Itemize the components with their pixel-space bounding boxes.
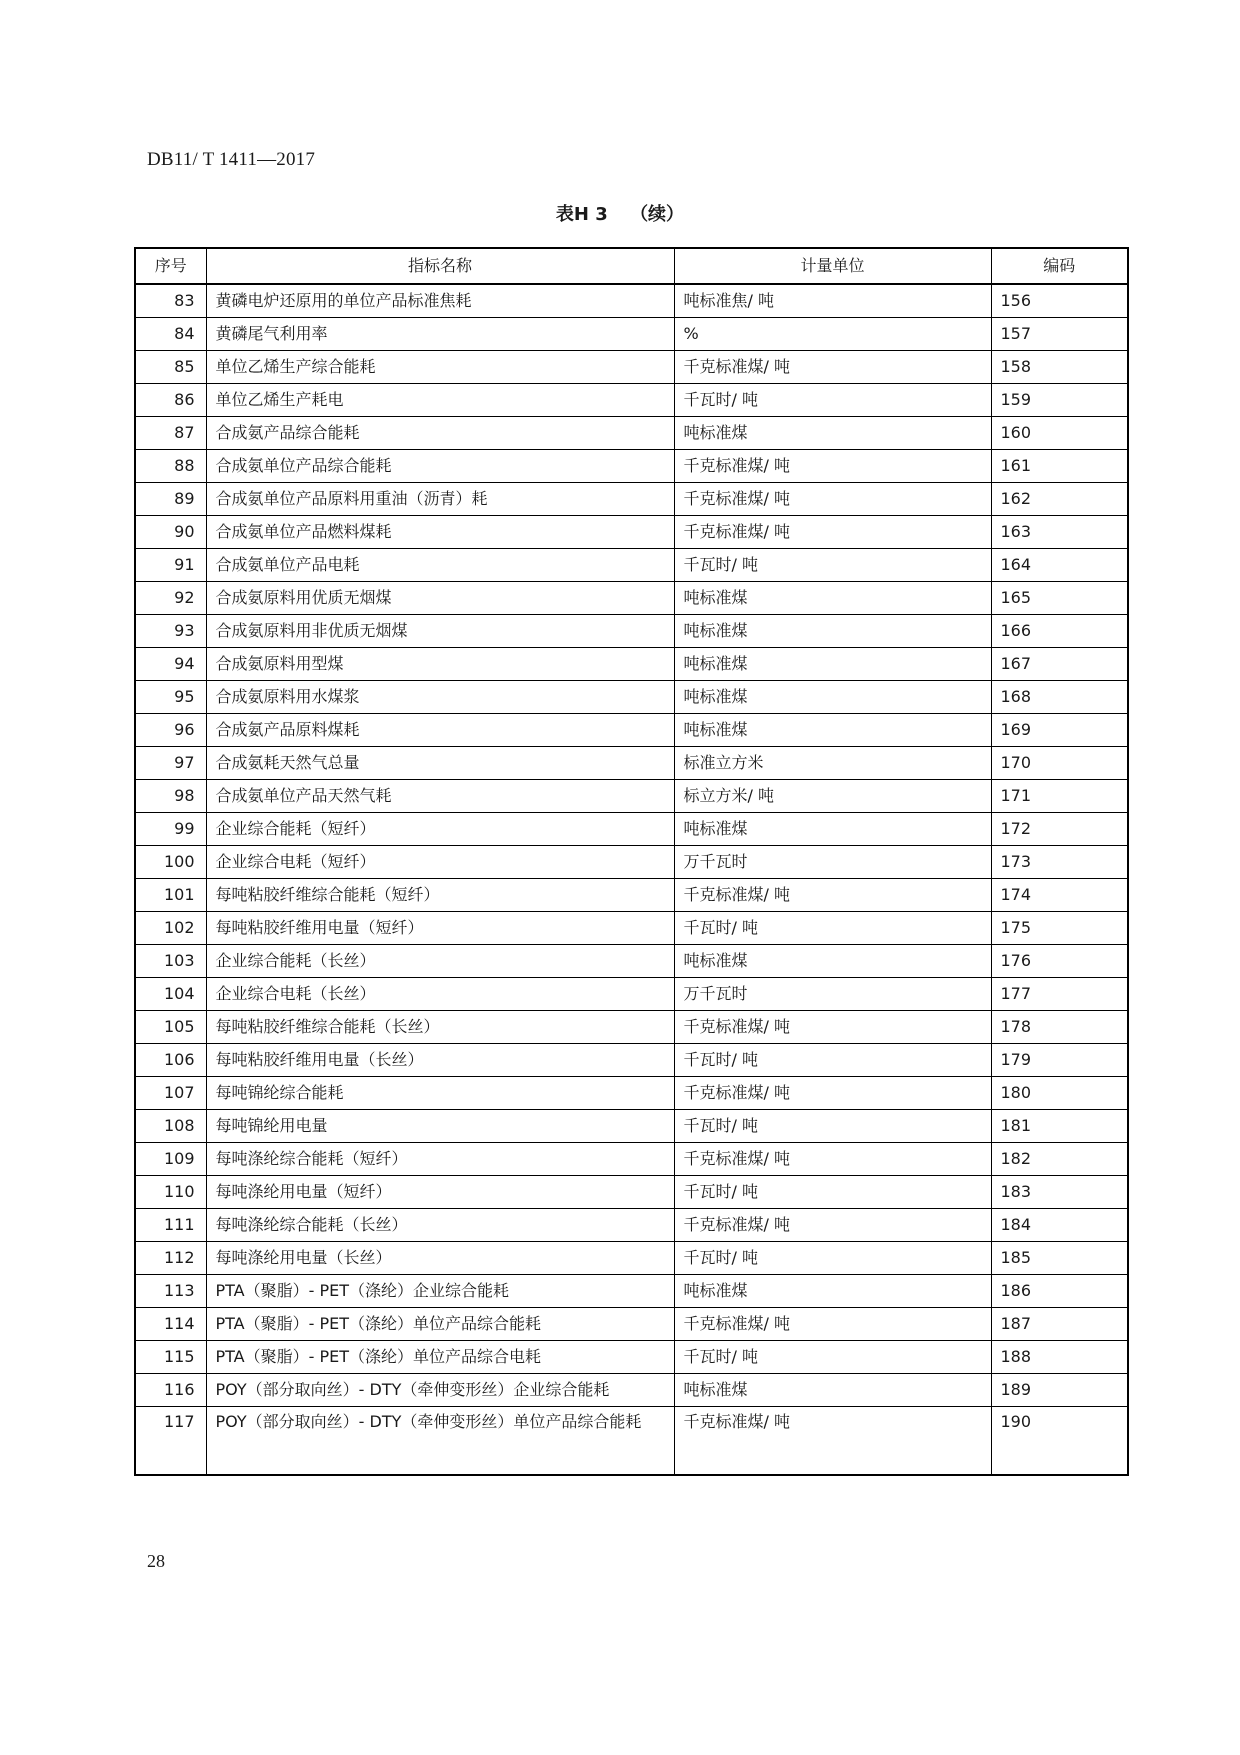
indicator-table	[134, 247, 1129, 1476]
cell-seq: 92	[135, 582, 206, 615]
cell-seq: 91	[135, 549, 206, 582]
cell-code: 186	[991, 1275, 1128, 1308]
table-continued-label: （续）	[630, 204, 685, 225]
table-row	[135, 1308, 1128, 1341]
cell-code: 163	[991, 516, 1128, 549]
cell-unit: 千克标准煤/ 吨	[674, 879, 991, 912]
table-row	[135, 1011, 1128, 1044]
cell-code: 184	[991, 1209, 1128, 1242]
cell-code: 159	[991, 384, 1128, 417]
table-row	[135, 1275, 1128, 1308]
cell-code: 176	[991, 945, 1128, 978]
cell-name: 单位乙烯生产耗电	[206, 384, 674, 417]
cell-seq: 104	[135, 978, 206, 1011]
cell-code: 178	[991, 1011, 1128, 1044]
table-row	[135, 681, 1128, 714]
cell-seq: 103	[135, 945, 206, 978]
table-row	[135, 384, 1128, 417]
cell-unit: 千克标准煤/ 吨	[674, 1077, 991, 1110]
cell-unit: 千瓦时/ 吨	[674, 1044, 991, 1077]
cell-name: 单位乙烯生产综合能耗	[206, 351, 674, 384]
cell-seq: 107	[135, 1077, 206, 1110]
cell-code: 171	[991, 780, 1128, 813]
cell-unit: 吨标准煤	[674, 681, 991, 714]
cell-unit: 吨标准煤	[674, 582, 991, 615]
cell-unit: 千瓦时/ 吨	[674, 384, 991, 417]
table-row	[135, 945, 1128, 978]
cell-seq: 100	[135, 846, 206, 879]
cell-unit: 吨标准煤	[674, 714, 991, 747]
table-row	[135, 417, 1128, 450]
cell-seq: 101	[135, 879, 206, 912]
cell-seq: 86	[135, 384, 206, 417]
cell-seq: 90	[135, 516, 206, 549]
cell-seq: 116	[135, 1374, 206, 1407]
cell-unit: 吨标准煤	[674, 615, 991, 648]
cell-code: 160	[991, 417, 1128, 450]
cell-unit: 吨标准煤	[674, 1275, 991, 1308]
cell-code: 185	[991, 1242, 1128, 1275]
cell-name: 每吨粘胶纤维用电量（长丝）	[206, 1044, 674, 1077]
cell-unit: 吨标准煤	[674, 417, 991, 450]
table-row	[135, 714, 1128, 747]
cell-name: POY（部分取向丝）- DTY（牵伸变形丝）单位产品综合能耗	[206, 1407, 674, 1476]
cell-seq: 89	[135, 483, 206, 516]
column-header-seq: 序号	[135, 248, 206, 284]
cell-seq: 106	[135, 1044, 206, 1077]
cell-seq: 102	[135, 912, 206, 945]
cell-code: 174	[991, 879, 1128, 912]
cell-code: 169	[991, 714, 1128, 747]
cell-unit: 千瓦时/ 吨	[674, 1242, 991, 1275]
cell-code: 177	[991, 978, 1128, 1011]
cell-name: 黄磷尾气利用率	[206, 318, 674, 351]
cell-name: PTA（聚脂）- PET（涤纶）单位产品综合电耗	[206, 1341, 674, 1374]
cell-unit: 万千瓦时	[674, 978, 991, 1011]
cell-code: 181	[991, 1110, 1128, 1143]
cell-seq: 99	[135, 813, 206, 846]
cell-code: 156	[991, 284, 1128, 318]
cell-unit: 千克标准煤/ 吨	[674, 1209, 991, 1242]
table-title	[0, 200, 1240, 226]
cell-code: 165	[991, 582, 1128, 615]
cell-name: 每吨涤纶综合能耗（长丝）	[206, 1209, 674, 1242]
cell-name: 企业综合电耗（长丝）	[206, 978, 674, 1011]
cell-name: 企业综合能耗（短纤）	[206, 813, 674, 846]
cell-name: 每吨粘胶纤维用电量（短纤）	[206, 912, 674, 945]
table-row	[135, 483, 1128, 516]
cell-seq: 85	[135, 351, 206, 384]
cell-seq: 84	[135, 318, 206, 351]
cell-code: 162	[991, 483, 1128, 516]
table-row	[135, 648, 1128, 681]
cell-unit: 吨标准焦/ 吨	[674, 284, 991, 318]
cell-code: 157	[991, 318, 1128, 351]
table-body	[135, 284, 1128, 1475]
cell-seq: 93	[135, 615, 206, 648]
cell-seq: 108	[135, 1110, 206, 1143]
cell-seq: 95	[135, 681, 206, 714]
cell-name: 企业综合能耗（长丝）	[206, 945, 674, 978]
cell-name: 合成氨单位产品电耗	[206, 549, 674, 582]
cell-code: 172	[991, 813, 1128, 846]
cell-unit: 千克标准煤/ 吨	[674, 450, 991, 483]
cell-name: 合成氨产品原料煤耗	[206, 714, 674, 747]
cell-unit: 标立方米/ 吨	[674, 780, 991, 813]
cell-code: 188	[991, 1341, 1128, 1374]
cell-name: 每吨涤纶用电量（短纤）	[206, 1176, 674, 1209]
cell-name: PTA（聚脂）- PET（涤纶）企业综合能耗	[206, 1275, 674, 1308]
column-header-unit: 计量单位	[674, 248, 991, 284]
cell-seq: 83	[135, 284, 206, 318]
cell-unit: 千瓦时/ 吨	[674, 1110, 991, 1143]
cell-unit: 千瓦时/ 吨	[674, 1341, 991, 1374]
cell-name: 合成氨原料用水煤浆	[206, 681, 674, 714]
cell-name: 合成氨原料用型煤	[206, 648, 674, 681]
cell-unit: %	[674, 318, 991, 351]
cell-seq: 96	[135, 714, 206, 747]
table-row	[135, 813, 1128, 846]
cell-name: 合成氨单位产品原料用重油（沥青）耗	[206, 483, 674, 516]
cell-seq: 97	[135, 747, 206, 780]
document-code: DB11/ T 1411—2017	[147, 149, 316, 170]
table-row	[135, 1209, 1128, 1242]
cell-unit: 千克标准煤/ 吨	[674, 1308, 991, 1341]
table-row	[135, 1143, 1128, 1176]
cell-name: 合成氨原料用优质无烟煤	[206, 582, 674, 615]
cell-seq: 109	[135, 1143, 206, 1176]
cell-seq: 94	[135, 648, 206, 681]
cell-name: 企业综合电耗（短纤）	[206, 846, 674, 879]
cell-unit: 吨标准煤	[674, 945, 991, 978]
column-header-code: 编码	[991, 248, 1128, 284]
table-row	[135, 1407, 1128, 1476]
cell-code: 179	[991, 1044, 1128, 1077]
table-header-row	[135, 248, 1128, 284]
table-row	[135, 912, 1128, 945]
cell-code: 164	[991, 549, 1128, 582]
table-row	[135, 1044, 1128, 1077]
cell-name: 每吨涤纶综合能耗（短纤）	[206, 1143, 674, 1176]
table-title-label: 表H 3	[555, 204, 608, 225]
cell-code: 166	[991, 615, 1128, 648]
table-row	[135, 780, 1128, 813]
cell-unit: 万千瓦时	[674, 846, 991, 879]
cell-code: 173	[991, 846, 1128, 879]
cell-code: 158	[991, 351, 1128, 384]
cell-name: 每吨粘胶纤维综合能耗（长丝）	[206, 1011, 674, 1044]
cell-seq: 117	[135, 1407, 206, 1476]
cell-name: 每吨锦纶用电量	[206, 1110, 674, 1143]
table-row	[135, 1110, 1128, 1143]
column-header-name: 指标名称	[206, 248, 674, 284]
cell-code: 161	[991, 450, 1128, 483]
cell-code: 168	[991, 681, 1128, 714]
cell-name: 合成氨产品综合能耗	[206, 417, 674, 450]
cell-code: 189	[991, 1374, 1128, 1407]
cell-name: 合成氨原料用非优质无烟煤	[206, 615, 674, 648]
table-row	[135, 615, 1128, 648]
cell-name: 合成氨单位产品天然气耗	[206, 780, 674, 813]
cell-seq: 105	[135, 1011, 206, 1044]
table-row	[135, 351, 1128, 384]
cell-code: 180	[991, 1077, 1128, 1110]
cell-unit: 标准立方米	[674, 747, 991, 780]
cell-unit: 千瓦时/ 吨	[674, 549, 991, 582]
cell-seq: 111	[135, 1209, 206, 1242]
cell-name: 合成氨耗天然气总量	[206, 747, 674, 780]
cell-seq: 110	[135, 1176, 206, 1209]
cell-code: 183	[991, 1176, 1128, 1209]
cell-unit: 吨标准煤	[674, 648, 991, 681]
cell-unit: 千瓦时/ 吨	[674, 1176, 991, 1209]
table-row	[135, 1176, 1128, 1209]
cell-code: 187	[991, 1308, 1128, 1341]
cell-unit: 千瓦时/ 吨	[674, 912, 991, 945]
cell-name: 每吨锦纶综合能耗	[206, 1077, 674, 1110]
table-row	[135, 549, 1128, 582]
cell-code: 190	[991, 1407, 1128, 1476]
cell-name: PTA（聚脂）- PET（涤纶）单位产品综合能耗	[206, 1308, 674, 1341]
cell-unit: 千克标准煤/ 吨	[674, 1143, 991, 1176]
table-row	[135, 846, 1128, 879]
table-row	[135, 318, 1128, 351]
table-row	[135, 978, 1128, 1011]
table-row	[135, 879, 1128, 912]
cell-unit: 千克标准煤/ 吨	[674, 483, 991, 516]
cell-name: 黄磷电炉还原用的单位产品标准焦耗	[206, 284, 674, 318]
cell-seq: 112	[135, 1242, 206, 1275]
table-row	[135, 516, 1128, 549]
cell-name: 每吨涤纶用电量（长丝）	[206, 1242, 674, 1275]
table-row	[135, 1242, 1128, 1275]
cell-code: 182	[991, 1143, 1128, 1176]
cell-seq: 115	[135, 1341, 206, 1374]
table-row	[135, 1341, 1128, 1374]
table-row	[135, 1077, 1128, 1110]
page-number: 28	[147, 1551, 165, 1571]
table-row	[135, 450, 1128, 483]
cell-code: 175	[991, 912, 1128, 945]
cell-seq: 87	[135, 417, 206, 450]
cell-name: 合成氨单位产品综合能耗	[206, 450, 674, 483]
cell-unit: 千克标准煤/ 吨	[674, 1011, 991, 1044]
cell-unit: 吨标准煤	[674, 1374, 991, 1407]
cell-seq: 98	[135, 780, 206, 813]
cell-seq: 88	[135, 450, 206, 483]
cell-code: 167	[991, 648, 1128, 681]
cell-seq: 113	[135, 1275, 206, 1308]
cell-code: 170	[991, 747, 1128, 780]
cell-seq: 114	[135, 1308, 206, 1341]
table-row	[135, 284, 1128, 318]
table-row	[135, 1374, 1128, 1407]
table-row	[135, 747, 1128, 780]
cell-unit: 千克标准煤/ 吨	[674, 351, 991, 384]
cell-name: POY（部分取向丝）- DTY（牵伸变形丝）企业综合能耗	[206, 1374, 674, 1407]
cell-unit: 千克标准煤/ 吨	[674, 1407, 991, 1476]
cell-unit: 千克标准煤/ 吨	[674, 516, 991, 549]
cell-name: 每吨粘胶纤维综合能耗（短纤）	[206, 879, 674, 912]
table-row	[135, 582, 1128, 615]
cell-name: 合成氨单位产品燃料煤耗	[206, 516, 674, 549]
cell-unit: 吨标准煤	[674, 813, 991, 846]
